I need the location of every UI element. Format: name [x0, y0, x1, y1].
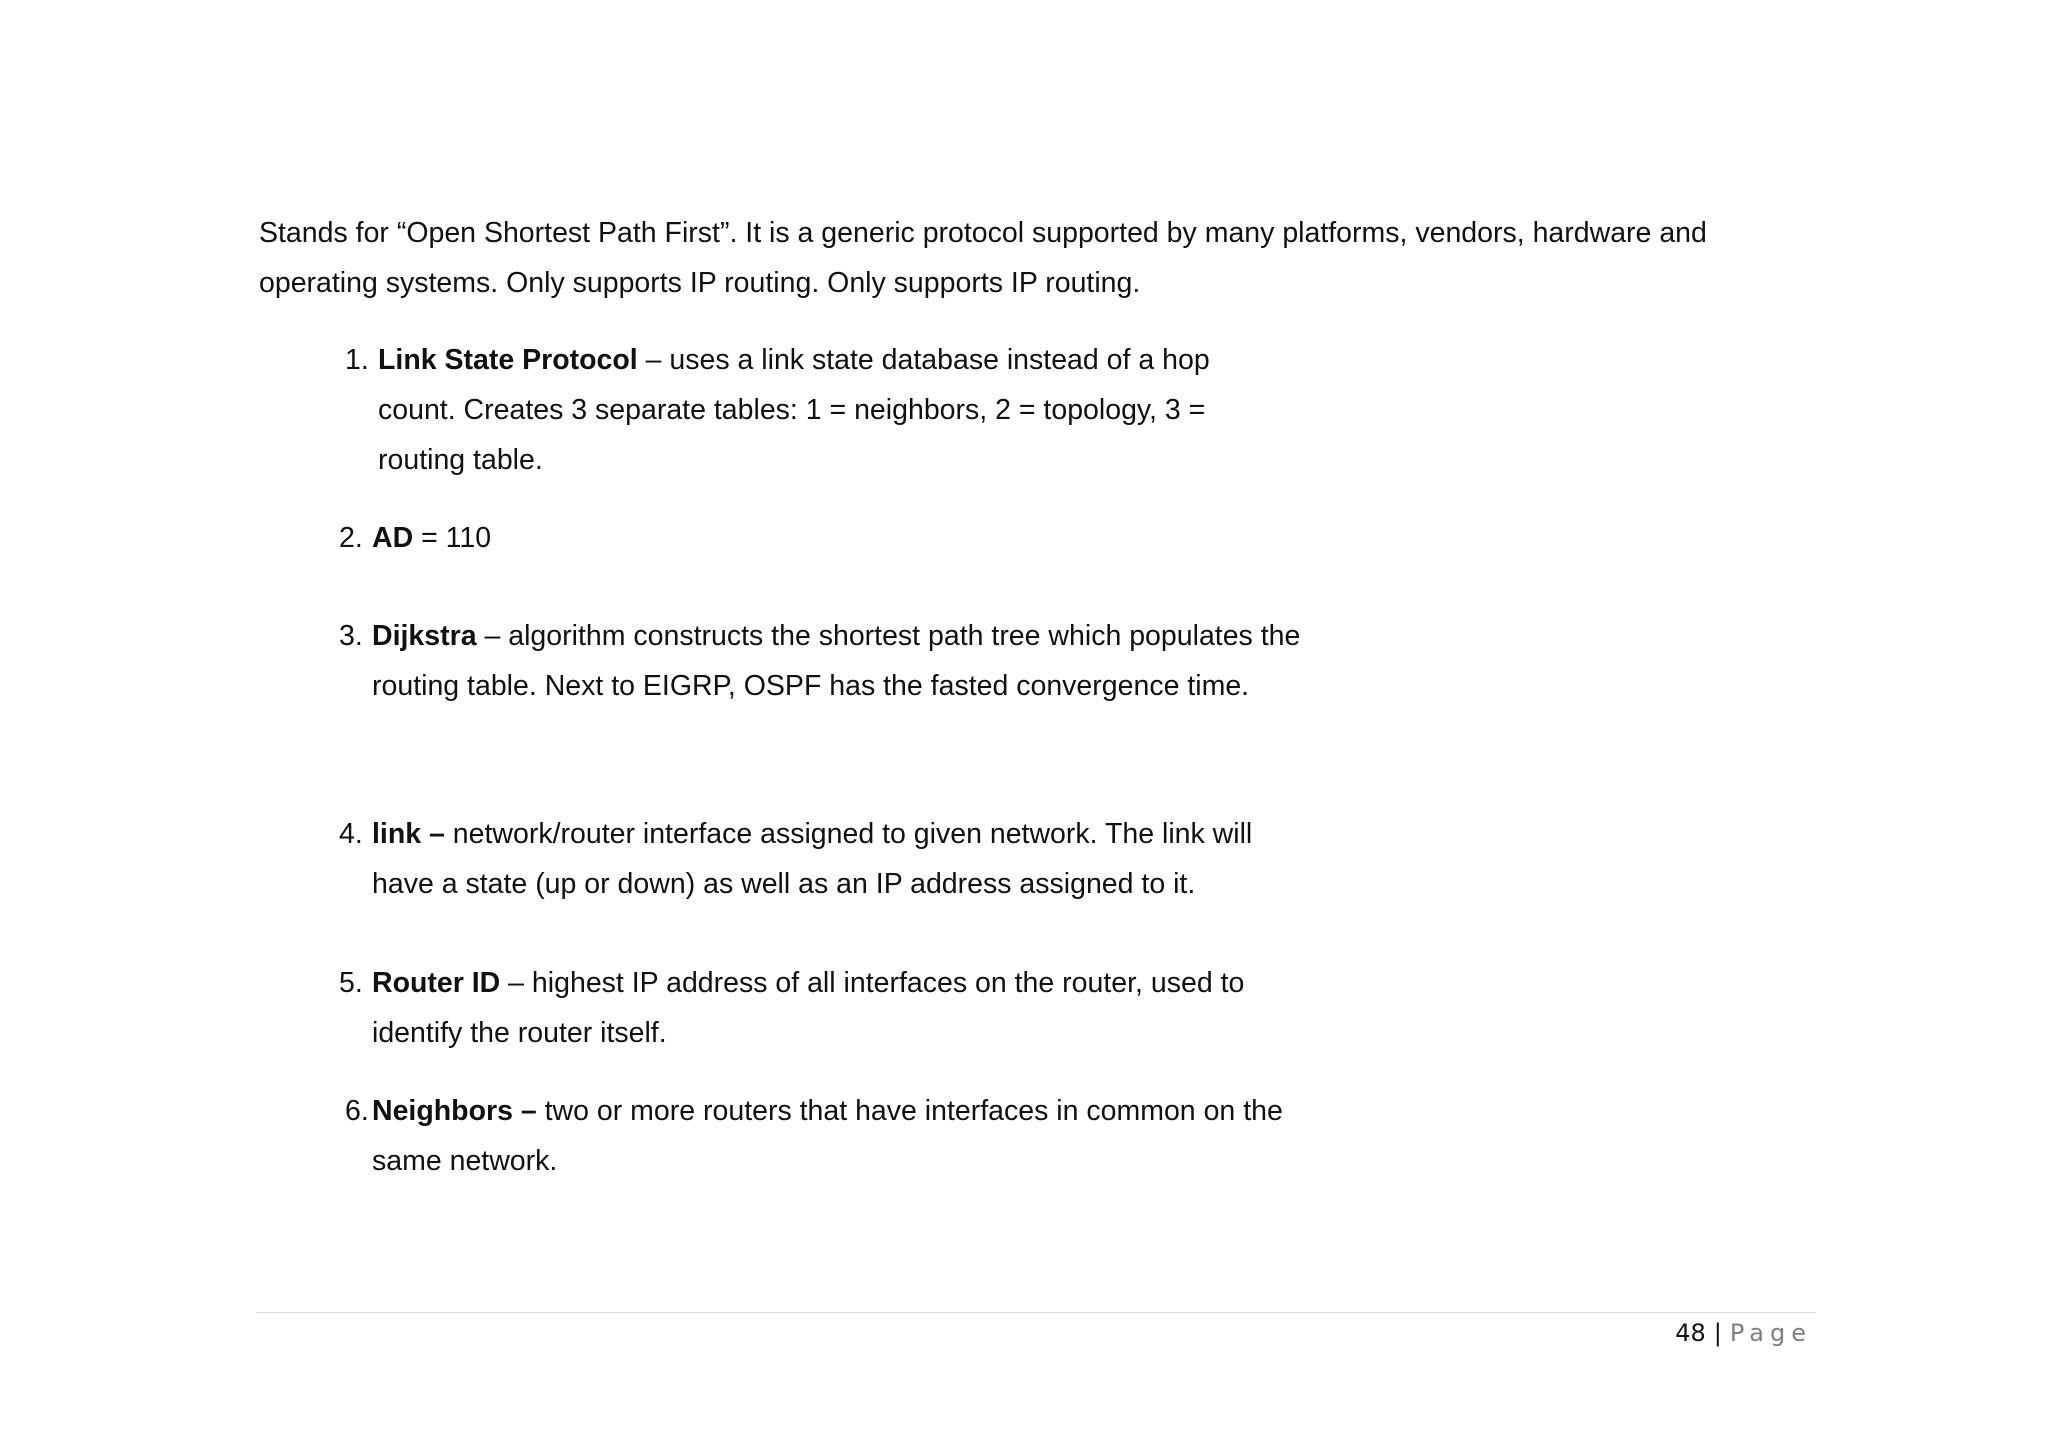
list-item-number: 3.: [339, 620, 363, 652]
list-item-term: Dijkstra: [372, 620, 477, 652]
footer-divider: [256, 1312, 1816, 1313]
list-item-text: – algorithm constructs the shortest path tree which populates the routing table. Next to EIGRP, OSPF has the fasted convergence time.: [372, 620, 1301, 702]
list-item-text: = 110: [413, 522, 492, 554]
list-item-term: link –: [372, 818, 445, 850]
list-item: [339, 513, 1272, 563]
intro-paragraph: Stands for “Open Shortest Path First”. It is a generic protocol supported by many platforms, vendors, hardware and operating systems. Only supports IP routing. Only supports IP routing.: [259, 217, 1707, 299]
list-item-number: 4.: [339, 818, 363, 850]
list-item-number: 6.: [345, 1095, 369, 1127]
list-item: [339, 809, 1292, 909]
list-item: [339, 958, 1317, 1058]
list-item-term: Neighbors –: [372, 1095, 537, 1127]
list-item: [345, 1086, 1292, 1186]
list-item-term: Router ID: [372, 967, 501, 999]
list-item-term: Link State Protocol: [378, 344, 638, 376]
list-item-text: – uses a link state database instead of a hop count. Creates 3 separate tables: 1 = neighbors, 2 = topology, 3 = routing table.: [378, 344, 1210, 476]
list-item: [345, 335, 1238, 485]
page-footer: [1675, 1317, 1812, 1349]
list-item-text: network/router interface assigned to given network. The link will have a state (up or down) as well as an IP address assigned to it.: [372, 818, 1253, 900]
list-item-term: AD: [372, 522, 414, 554]
list-item: [339, 611, 1317, 711]
page-number: 48: [1675, 1319, 1706, 1347]
list-item-text: – highest IP address of all interfaces on the router, used to identify the router itself.: [372, 967, 1245, 1049]
page-label: Page: [1729, 1319, 1812, 1347]
list-item-text: two or more routers that have interfaces in common on the same network.: [372, 1095, 1283, 1177]
footer-separator: |: [1713, 1319, 1722, 1347]
list-item-number: 2.: [339, 522, 363, 554]
list-item-number: 1.: [345, 344, 369, 376]
list-item-number: 5.: [339, 967, 363, 999]
